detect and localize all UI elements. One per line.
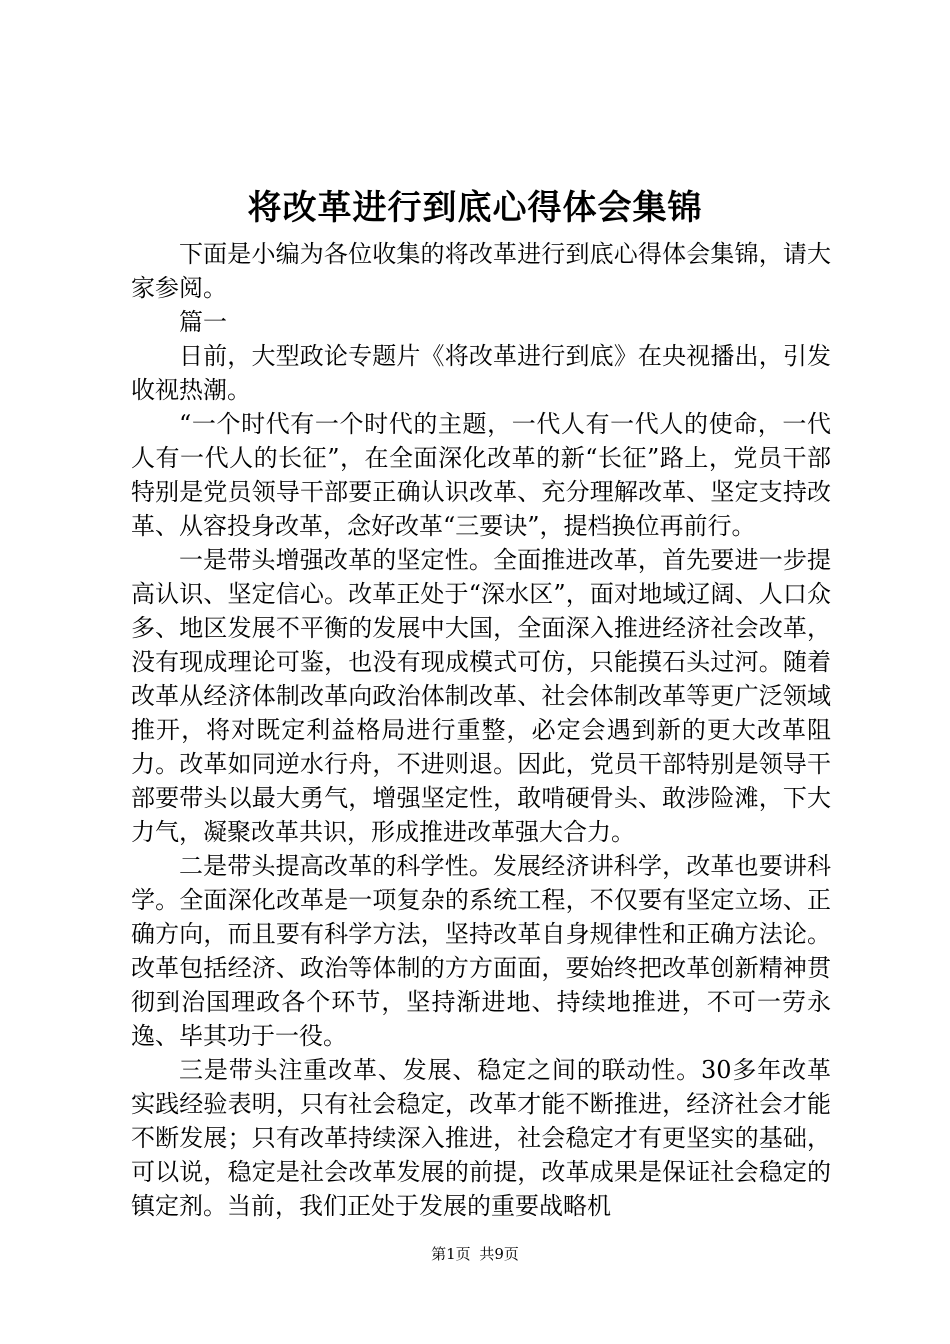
document-body [131, 237, 831, 1223]
paragraph-5: 三是带头注重改革、发展、稳定之间的联动性。30多年改革实践经验表明，只有社会稳定，改革才能不断推进，经济社会才能不断发展；只有改革持续深入推进，社会稳定才有更坚实的基础，可以说，稳定是社会改革发展的前提，改革成果是保证社会稳定的镇定剂。当前，我们正处于发展的重要战略机 [131, 1056, 831, 1220]
page-footer: 第1页 共9页 [431, 1245, 519, 1263]
paragraph-section-heading: 篇一 [179, 308, 227, 336]
paragraph-3: 一是带头增强改革的坚定性。全面推进改革，首先要进一步提高认识、坚定信心。改革正处于“深水区”，面对地域辽阔、人口众多、地区发展不平衡的发展中大国，全面深入推进经济社会改革，没有现成理论可鉴，也没有现成模式可仿，只能摸石头过河。随着改革从经济体制改革向政治体制改革、社会体制改革等更广泛领域推开，将对既定利益格局进行重整，必定会遇到新的更大改革阻力。改革如同逆水行舟，不进则退。因此，党员干部特别是领导干部要带头以最大勇气，增强坚定性，敢啃硬骨头、敢涉险滩，下大力气，凝聚改革共识，形成推进改革强大合力。 [131, 546, 831, 846]
paragraph-4: 二是带头提高改革的科学性。发展经济讲科学，改革也要讲科学。全面深化改革是一项复杂的系统工程，不仅要有坚定立场、正确方向，而且要有科学方法，坚持改革自身规律性和正确方法论。改革包括经济、政治等体制的方方面面，要始终把改革创新精神贯彻到治国理政各个环节，坚持渐进地、持续地推进，不可一劳永逸、毕其功于一役。 [131, 852, 831, 1050]
document-title: 将改革进行到底心得体会集锦 [247, 188, 703, 228]
paragraph-intro: 下面是小编为各位收集的将改革进行到底心得体会集锦，请大家参阅。 [131, 240, 831, 302]
paragraph-1: 日前，大型政论专题片《将改革进行到底》在央视播出，引发收视热潮。 [131, 342, 831, 404]
paragraph-2: “一个时代有一个时代的主题，一代人有一代人的使命，一代人有一代人的长征”，在全面深化改革的新“长征”路上，党员干部特别是党员领导干部要正确认识改革、充分理解改革、坚定支持改革、从容投身改革，念好改革“三要诀”，提档换位再前行。 [131, 410, 831, 540]
